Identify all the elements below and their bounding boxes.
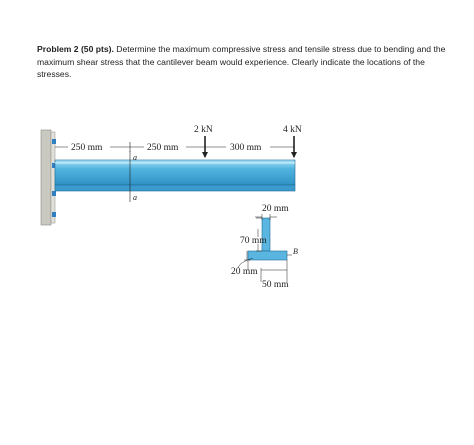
web-width-label: 20 mm bbox=[262, 204, 289, 214]
point-b-label: B bbox=[293, 247, 298, 256]
flange-thickness-label: 20 mm bbox=[231, 267, 258, 277]
flange-width-label: 50 mm bbox=[262, 280, 289, 290]
section-mark-bottom: a bbox=[133, 193, 137, 202]
web-height-label: 70 mm bbox=[240, 236, 267, 246]
load-1-label: 2 kN bbox=[194, 125, 213, 135]
bolt-icon bbox=[52, 212, 56, 217]
problem-body: Determine the maximum compressive stress and tensile stress due to bending and the maximum shear stress that the cantilever beam would experience. Clearly indicate the locations of the stresses. bbox=[37, 44, 446, 80]
wall-support bbox=[41, 130, 56, 225]
load-2-label: 4 kN bbox=[283, 125, 302, 135]
bolt-icon bbox=[52, 139, 56, 144]
section-mark-top: a bbox=[133, 153, 137, 162]
beam bbox=[55, 160, 295, 191]
problem-title: Problem 2 (50 pts). bbox=[37, 44, 114, 54]
span-1-label: 250 mm bbox=[71, 143, 103, 153]
span-3-label: 300 mm bbox=[230, 143, 262, 153]
bolt-icon bbox=[52, 191, 56, 196]
span-2-label: 250 mm bbox=[147, 143, 179, 153]
